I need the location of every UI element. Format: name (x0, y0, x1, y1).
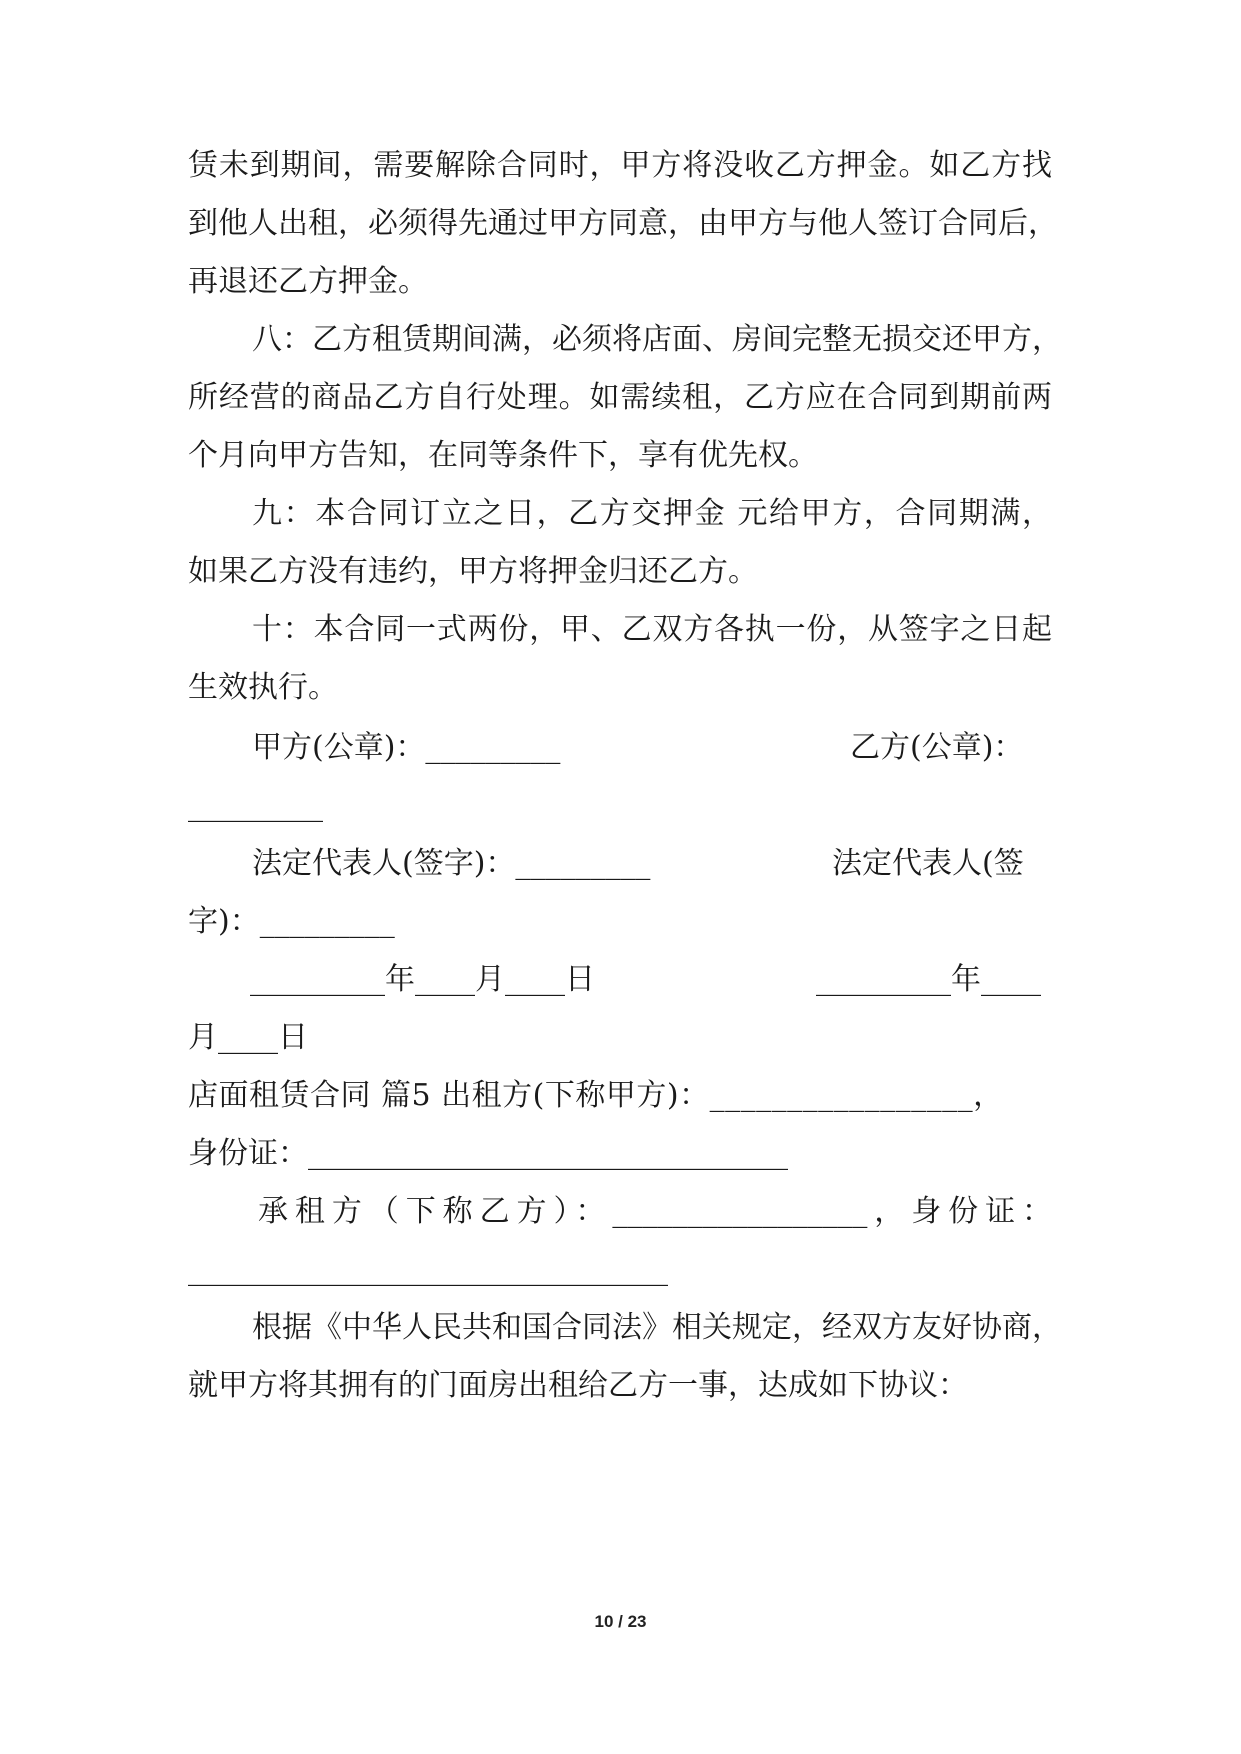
lessor-id: 身份证：________________________________ (188, 1136, 788, 1171)
legal-rep-b-cont: 字)：_________ (188, 904, 395, 939)
date-a: _________年____月____日 (250, 962, 595, 997)
body-line: 如果乙方没有违约，甲方将押金归还乙方。 (188, 554, 758, 589)
legal-rep-a: 法定代表人(签字)：_________ (252, 846, 651, 881)
party-a-seal: 甲方(公章)：_________ (252, 730, 561, 765)
section-5-header: 店面租赁合同 篇5 出租方(下称甲方)：_________________， (188, 1078, 1004, 1113)
intro-line: 就甲方将其拥有的门面房出租给乙方一事，达成如下协议： (188, 1368, 968, 1403)
date-b: _________年____ (816, 962, 1041, 997)
clause-ten: 十：本合同一式两份，甲、乙双方各执一份，从签字之日起 (252, 612, 1052, 647)
body-line: 到他人出租，必须得先通过甲方同意，由甲方与他人签订合同后， (188, 206, 1058, 241)
body-line: 个月向甲方告知，在同等条件下，享有优先权。 (188, 438, 818, 473)
clause-nine: 九：本合同订立之日，乙方交押金 元给甲方，合同期满， (252, 496, 1052, 531)
body-line: 再退还乙方押金。 (188, 264, 428, 299)
intro-line: 根据《中华人民共和国合同法》相关规定，经双方友好协商， (252, 1310, 1062, 1345)
legal-rep-b: 法定代表人(签 (832, 846, 1024, 881)
body-line: 所经营的商品乙方自行处理。如需续租，乙方应在合同到期前两 (188, 380, 1052, 415)
party-b-seal-blank: _________ (188, 788, 323, 823)
date-b-cont: 月____日 (188, 1020, 308, 1055)
lessee-id-blank: ________________________________ (188, 1252, 668, 1287)
clause-eight: 八：乙方租赁期间满，必须将店面、房间完整无损交还甲方， (252, 322, 1062, 357)
page-number: 10 / 23 (594, 1612, 647, 1631)
lessee-line: 承租方（下称乙方）：_________________，身份证： (258, 1194, 1052, 1229)
party-b-seal: 乙方(公章)： (850, 730, 1024, 765)
body-line: 赁未到期间，需要解除合同时，甲方将没收乙方押金。如乙方找 (188, 148, 1052, 183)
body-line: 生效执行。 (188, 670, 338, 705)
